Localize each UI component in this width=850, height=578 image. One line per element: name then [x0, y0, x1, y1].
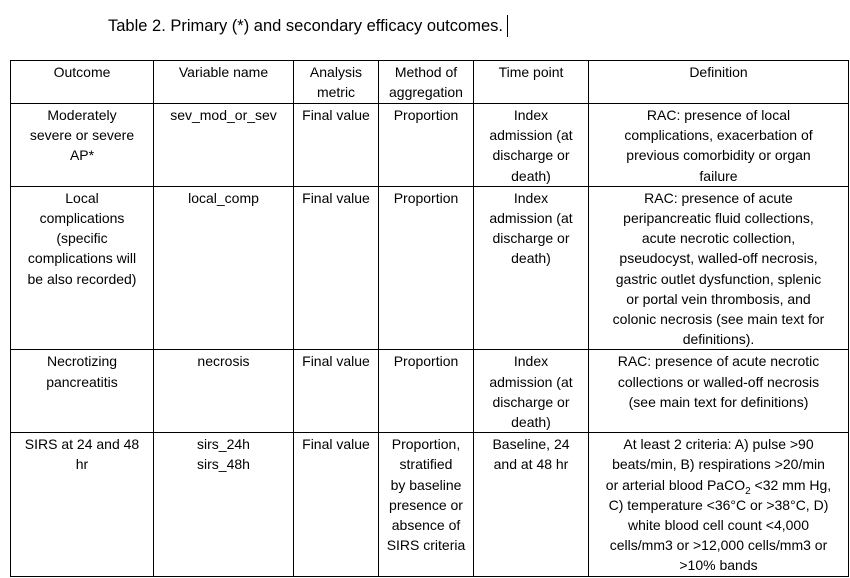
table-header-row	[11, 61, 849, 104]
text-cursor	[507, 15, 508, 37]
cell-time-point: Index admission (at discharge or death)	[474, 350, 589, 433]
cell-outcome: SIRS at 24 and 48 hr	[11, 433, 154, 576]
cell-variable-name: sev_mod_or_sev	[154, 104, 294, 187]
cell-definition	[589, 433, 849, 576]
definition-subscript: 2	[745, 485, 751, 497]
table-row	[11, 186, 849, 350]
cell-analysis-metric: Final value	[294, 433, 379, 576]
cell-variable-name: local_comp	[154, 186, 294, 350]
header-time-point: Time point	[474, 61, 589, 104]
cell-outcome: Necrotizing pancreatitis	[11, 350, 154, 433]
table-row	[11, 433, 849, 576]
cell-variable-name: sirs_24h sirs_48h	[154, 433, 294, 576]
table-row	[11, 350, 849, 433]
table-caption	[108, 15, 508, 37]
cell-outcome: Local complications (specific complications will be also recorded)	[11, 186, 154, 350]
header-definition: Definition	[589, 61, 849, 104]
definition-text-after-subscript: <32 mm Hg, C) temperature <36°C or >38°C, D) white blood cell count <4,000 cells/mm3 or >12,000 cells/mm3 or >10% bands	[608, 476, 832, 574]
header-outcome: Outcome	[11, 61, 154, 104]
definition-text-before-subscript: At least 2 criteria: A) pulse >90 beats/min, B) respirations >20/min or arterial blood PaCO	[605, 436, 825, 493]
cell-aggregation: Proportion	[379, 350, 474, 433]
cell-definition: RAC: presence of local complications, exacerbation of previous comorbidity or organ failure	[589, 104, 849, 187]
header-analysis-metric: Analysis metric	[294, 61, 379, 104]
cell-definition: RAC: presence of acute peripancreatic fluid collections, acute necrotic collection, pseudocyst, walled-off necrosis, gastric outlet dysfunction, splenic or portal vein thrombosis, and colonic necrosis (see main text for definitions).	[589, 186, 849, 350]
caption-text: Table 2. Primary (*) and secondary efficacy outcomes.	[108, 17, 503, 35]
cell-aggregation: Proportion	[379, 104, 474, 187]
table-row	[11, 104, 849, 187]
cell-analysis-metric: Final value	[294, 104, 379, 187]
cell-time-point: Baseline, 24 and at 48 hr	[474, 433, 589, 576]
cell-definition: RAC: presence of acute necrotic collections or walled-off necrosis (see main text for definitions)	[589, 350, 849, 433]
efficacy-outcomes-table	[10, 60, 849, 577]
cell-time-point: Index admission (at discharge or death)	[474, 186, 589, 350]
cell-time-point: Index admission (at discharge or death)	[474, 104, 589, 187]
cell-analysis-metric: Final value	[294, 350, 379, 433]
cell-aggregation: Proportion	[379, 186, 474, 350]
cell-aggregation: Proportion, stratified by baseline presence or absence of SIRS criteria	[379, 433, 474, 576]
header-method-of-aggregation: Method of aggregation	[379, 61, 474, 104]
cell-outcome: Moderately severe or severe AP*	[11, 104, 154, 187]
cell-variable-name: necrosis	[154, 350, 294, 433]
header-variable-name: Variable name	[154, 61, 294, 104]
cell-analysis-metric: Final value	[294, 186, 379, 350]
